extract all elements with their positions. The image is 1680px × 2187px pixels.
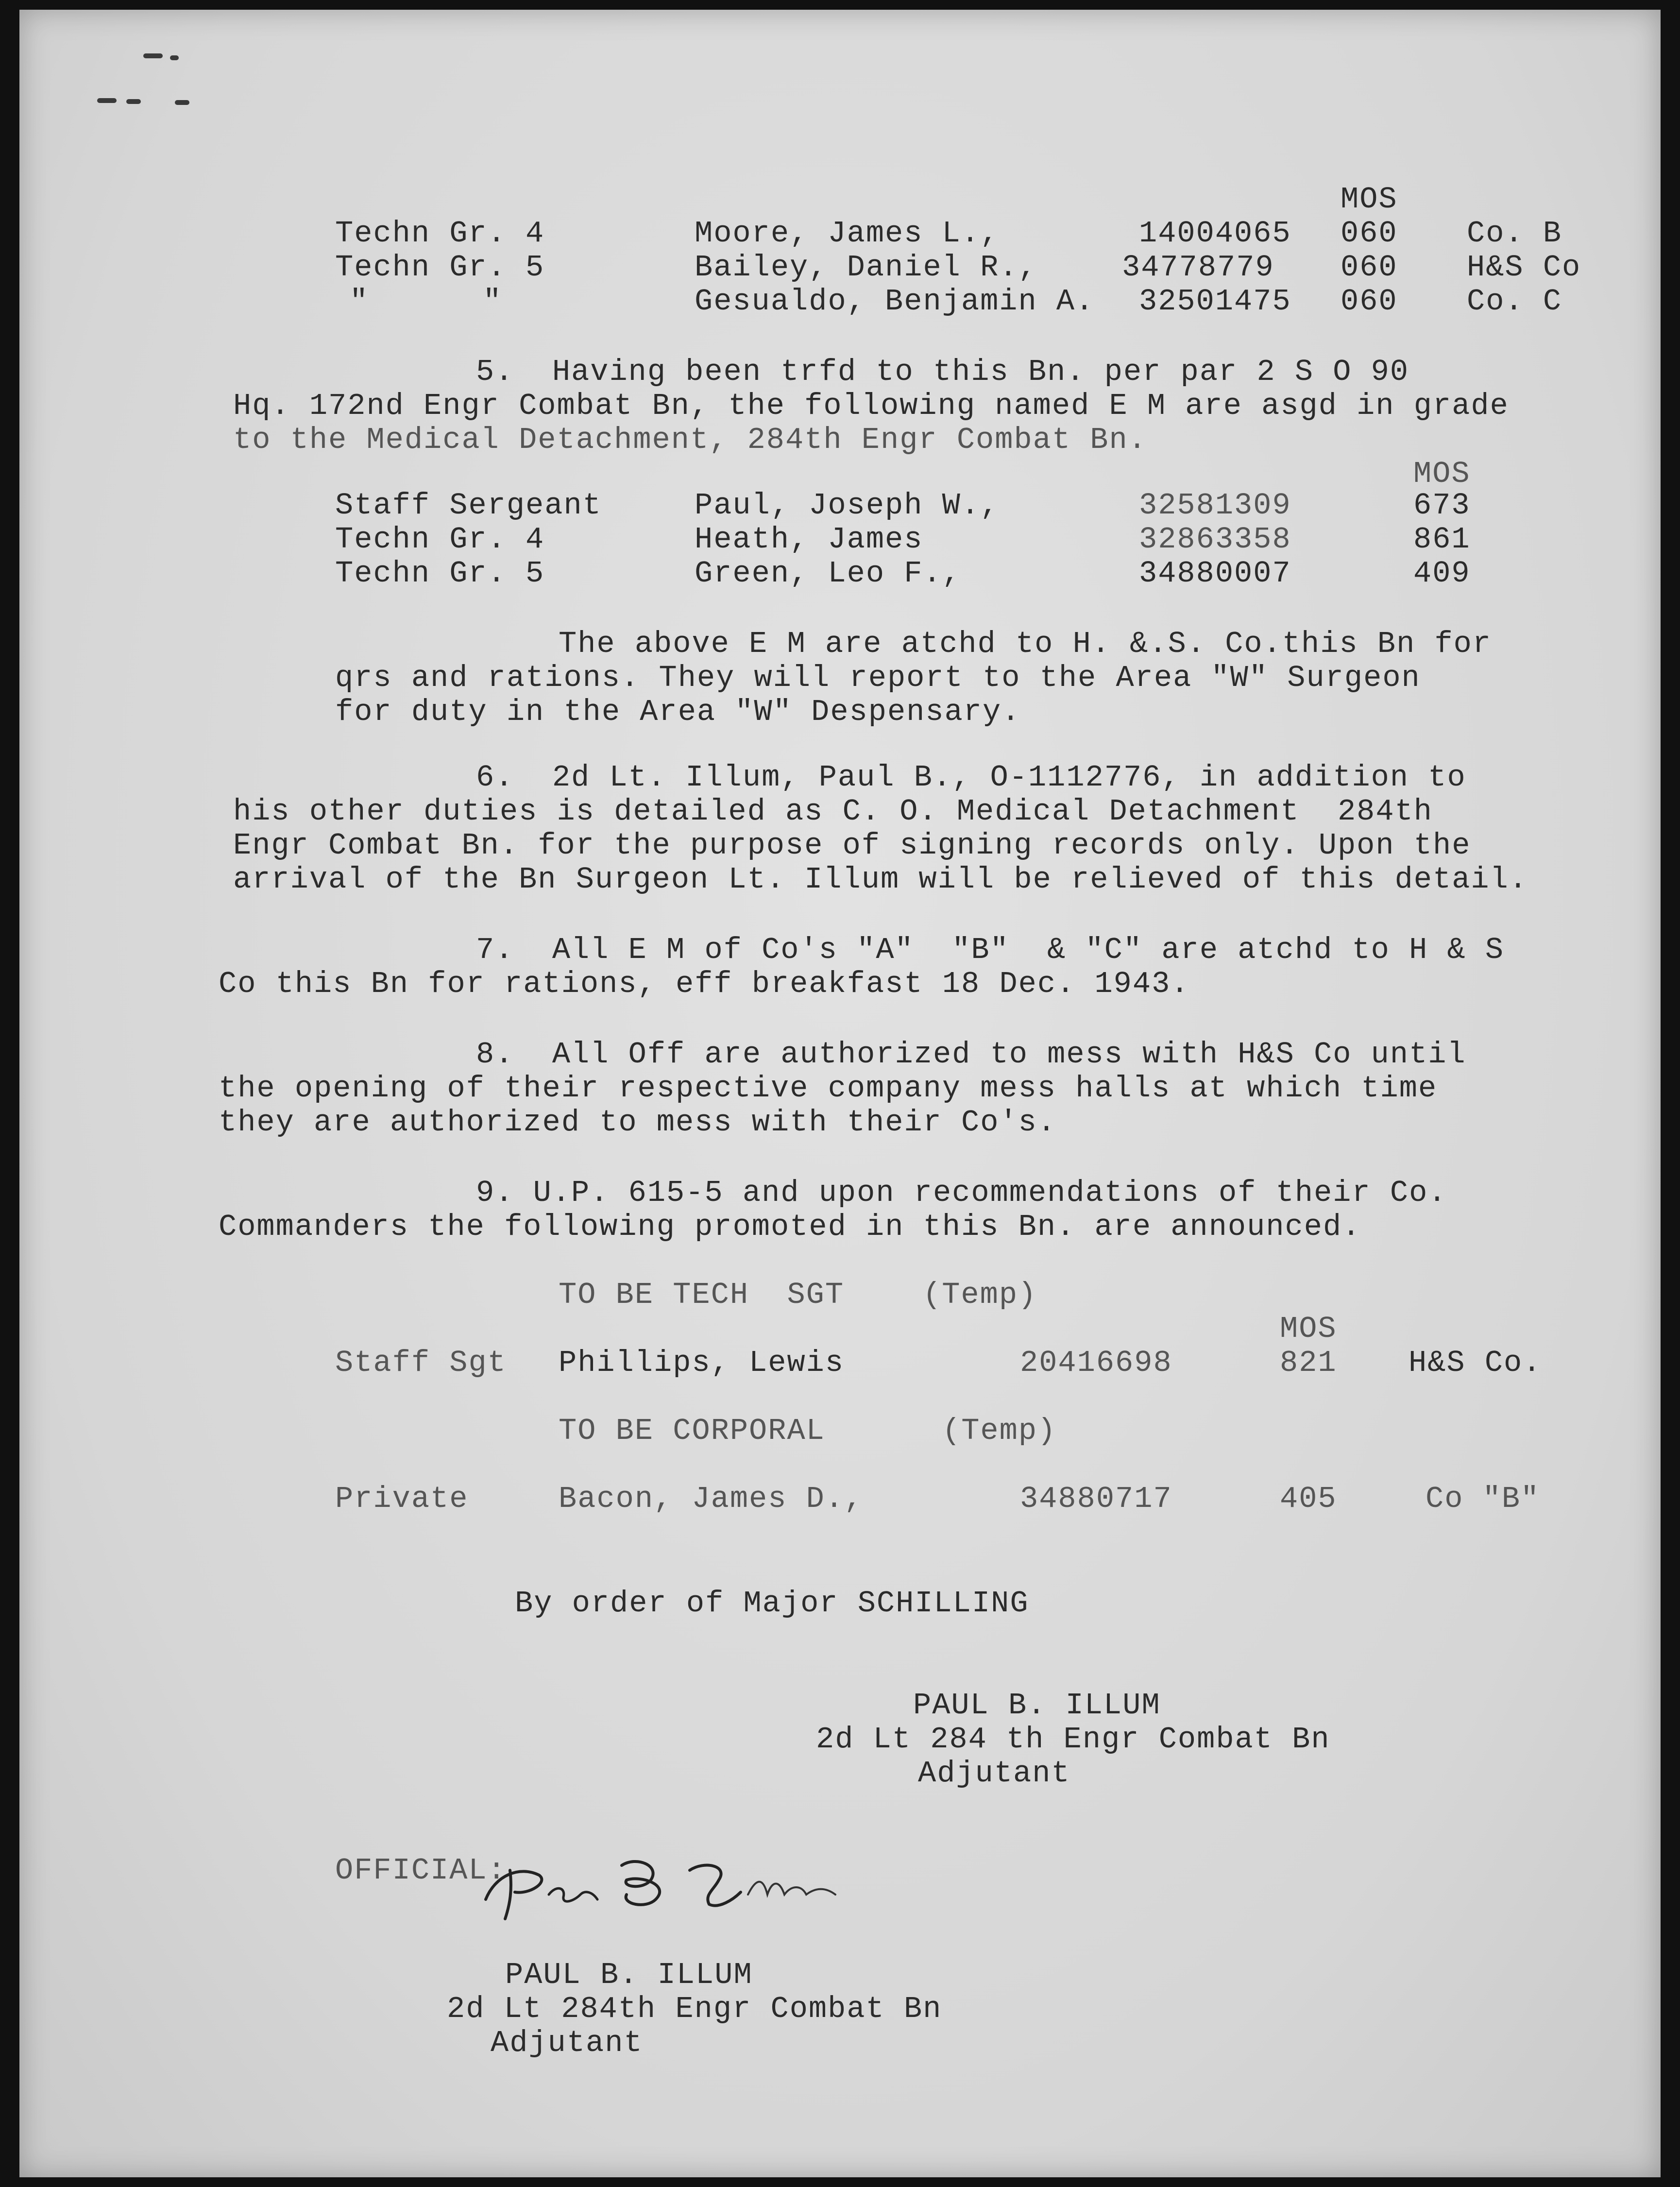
para5-row-1-mos: 673 [1413, 488, 1471, 523]
official-name: PAUL B. ILLUM [505, 1958, 753, 1992]
top-row-3-name: Gesualdo, Benjamin A. [695, 284, 1095, 319]
para5-row-2-rank: Techn Gr. 4 [335, 522, 545, 557]
promo1-mos: 821 [1280, 1346, 1337, 1380]
para6-line-1: 6. 2d Lt. Illum, Paul B., O-1112776, in addition to [476, 760, 1466, 795]
top-row-1-name: Moore, James L., [695, 216, 1000, 251]
para5-row-3-rank: Techn Gr. 5 [335, 556, 545, 591]
para5-line-1: 5. Having been trfd to this Bn. per par 2 S O 90 [476, 355, 1409, 389]
para5-note-line-1: The above E M are atchd to H. &.S. Co.this Bn for [559, 627, 1492, 661]
para6-line-3: Engr Combat Bn. for the purpose of signing records only. Upon the [233, 828, 1471, 863]
para8-line-3: they are authorized to mess with their Co's. [219, 1105, 1057, 1140]
para5-mos-header: MOS [1413, 457, 1471, 491]
top-row-1-rank: Techn Gr. 4 [335, 216, 545, 251]
promo1-serial: 20416698 [1020, 1346, 1172, 1380]
top-row-3-serial: 32501475 [1139, 284, 1291, 319]
top-row-3-rank: " " [350, 284, 502, 319]
promo2-mos: 405 [1280, 1482, 1337, 1516]
para8-line-1: 8. All Off are authorized to mess with H&S Co until [476, 1037, 1466, 1072]
para9-line-2: Commanders the following promoted in this Bn. are announced. [219, 1210, 1361, 1244]
para5-row-2-serial: 32863358 [1139, 522, 1291, 557]
promo1-name: Phillips, Lewis [559, 1346, 845, 1380]
para7-line-2: Co this Bn for rations, eff breakfast 18 Dec. 1943. [219, 967, 1190, 1001]
para5-row-3-name: Green, Leo F., [695, 556, 961, 591]
para5-row-3-serial: 34880007 [1139, 556, 1291, 591]
para5-note-line-2: qrs and rations. They will report to the Area "W" Surgeon [335, 661, 1421, 695]
top-row-3-unit: Co. C [1467, 284, 1562, 319]
official-title: 2d Lt 284th Engr Combat Bn [447, 1992, 942, 2026]
top-table-mos-header: MOS [1341, 182, 1398, 217]
promo2-unit: Co "B" [1425, 1482, 1540, 1516]
promo1-rank: Staff Sgt [335, 1346, 507, 1380]
official-label: OFFICIAL: [335, 1853, 507, 1888]
top-row-1-serial: 14004065 [1139, 216, 1291, 251]
para7-line-1: 7. All E M of Co's "A" "B" & "C" are atchd to H & S [476, 933, 1505, 967]
order-signer-name: PAUL B. ILLUM [913, 1688, 1161, 1723]
promo1-mos-header: MOS [1280, 1312, 1337, 1346]
top-row-2-unit: H&S Co [1467, 250, 1581, 285]
para5-line-3: to the Medical Detachment, 284th Engr Combat Bn. [233, 423, 1147, 457]
para6-line-2: his other duties is detailed as C. O. Medical Detachment 284th [233, 794, 1433, 829]
promo2-temp: (Temp) [942, 1414, 1057, 1448]
by-order-line: By order of Major SCHILLING [515, 1586, 1029, 1621]
para5-line-2: Hq. 172nd Engr Combat Bn, the following named E M are asgd in grade [233, 389, 1509, 423]
top-row-2-mos: 060 [1341, 250, 1398, 285]
para5-row-1-serial: 32581309 [1139, 488, 1291, 523]
order-signer-title: 2d Lt 284 th Engr Combat Bn [816, 1722, 1330, 1757]
para5-note-line-3: for duty in the Area "W" Despensary. [335, 695, 1021, 729]
top-row-1-unit: Co. B [1467, 216, 1562, 251]
promo2-serial: 34880717 [1020, 1482, 1172, 1516]
promo1-unit: H&S Co. [1408, 1346, 1542, 1380]
para5-row-3-mos: 409 [1413, 556, 1471, 591]
promo2-rank: Private [335, 1482, 469, 1516]
top-row-2-name: Bailey, Daniel R., [695, 250, 1037, 285]
top-row-2-serial: 34778779 [1122, 250, 1274, 285]
official-role: Adjutant [491, 2026, 643, 2060]
top-row-1-mos: 060 [1341, 216, 1398, 251]
handwritten-signature [476, 1846, 991, 1924]
promo2-heading: TO BE CORPORAL [559, 1414, 825, 1448]
top-row-3-mos: 060 [1341, 284, 1398, 319]
para8-line-2: the opening of their respective company mess halls at which time [219, 1071, 1438, 1106]
para5-row-2-mos: 861 [1413, 522, 1471, 557]
promo1-heading: TO BE TECH SGT [559, 1278, 845, 1312]
order-signer-role: Adjutant [918, 1756, 1070, 1791]
top-row-2-rank: Techn Gr. 5 [335, 250, 545, 285]
promo1-temp: (Temp) [923, 1278, 1037, 1312]
para5-row-1-rank: Staff Sergeant [335, 488, 602, 523]
promo2-name: Bacon, James D., [559, 1482, 864, 1516]
para9-line-1: 9. U.P. 615-5 and upon recommendations of their Co. [476, 1176, 1447, 1210]
para5-row-2-name: Heath, James [695, 522, 923, 557]
para6-line-4: arrival of the Bn Surgeon Lt. Illum will be relieved of this detail. [233, 862, 1528, 897]
para5-row-1-name: Paul, Joseph W., [695, 488, 1000, 523]
